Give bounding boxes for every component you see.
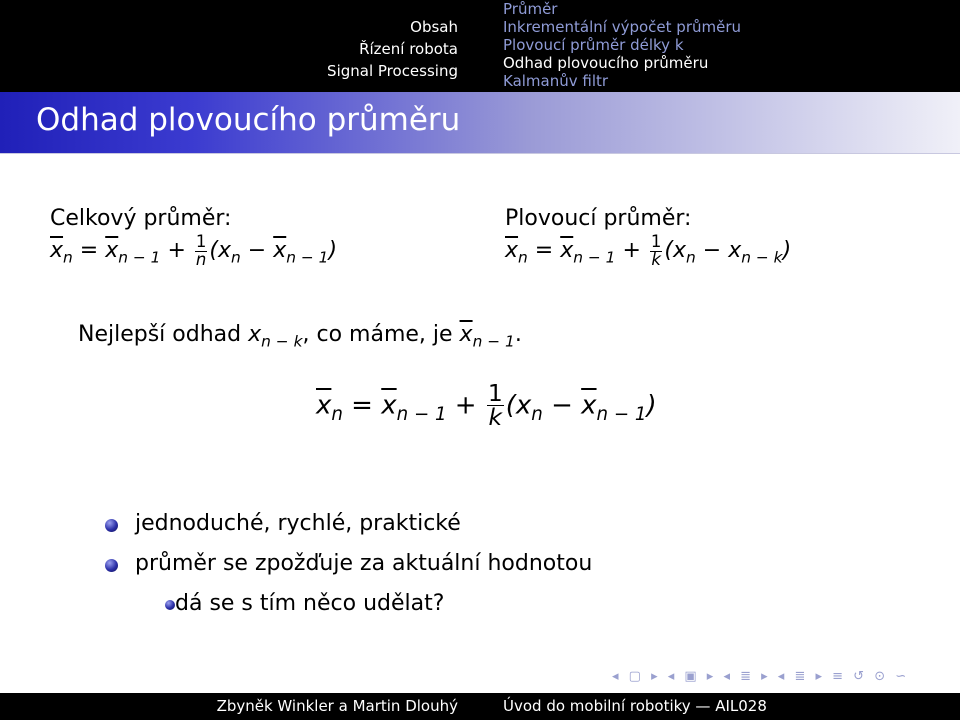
list-item-sub (105, 587, 592, 627)
nav-subsection-inkrementalni[interactable]: Inkrementální výpočet průměru (503, 18, 742, 36)
nav-subsection-kalman[interactable]: Kalmanův filtr (503, 72, 609, 90)
sentence-end: . (514, 322, 522, 347)
header-navigation-bar (0, 0, 960, 92)
nav-section-rizeni-robota[interactable]: Řízení robota (359, 40, 458, 58)
bullet-list (105, 507, 592, 627)
moving-average-formula: $\overline{x}_n = \overline{x}_{n - 1}$ + $\frac{1}{k}$ $(x_n - x_{n - k})$ (505, 232, 792, 269)
sentence-term-x-n-k: $x_{n - k}$ (248, 322, 303, 351)
sub-bullet-text: dá se s tím něco udělat? (175, 591, 445, 616)
bullet-text: jednoduché, rychlé, praktické (135, 511, 461, 536)
estimated-moving-average-formula: $\overline{x}_n = \overline{x}_{n - 1}$ + $\frac{1}{k}$ $(x_n - \overline{x}_{n - 1})$ (316, 379, 657, 432)
footer-bar (0, 693, 960, 720)
nav-subsection-odhad-current[interactable]: Odhad plovoucího průměru (503, 54, 709, 72)
slide-title-bar (0, 92, 960, 154)
list-item (105, 547, 592, 587)
moving-average-label: Plovoucí průměr: (505, 206, 692, 231)
sentence-mid: , co máme, je (302, 322, 453, 347)
subsection-navigation (503, 0, 741, 92)
footer-authors: Zbyněk Winkler a Martin Dlouhý (216, 697, 458, 715)
moving-average-block (505, 204, 791, 272)
bullet-ball-icon (105, 559, 118, 572)
sentence-term-xbar-n-1: $\overline{x}_{n - 1}$ (459, 322, 515, 351)
nav-subsection-prumer[interactable]: Průměr (503, 0, 558, 18)
list-item (105, 507, 592, 547)
footer-course: Úvod do mobilní robotiky — AIL028 (503, 697, 767, 715)
sentence-prefix: Nejlepší odhad (78, 322, 242, 347)
beamer-navigation-icons[interactable]: ◂ ▢ ▸ ◂ ▣ ▸ ◂ ≣ ▸ ◂ ≣ ▸ ≡ ↺ ⊙ ∽ (612, 669, 910, 684)
slide-title: Odhad plovoucího průměru (36, 102, 461, 138)
bullet-ball-icon (105, 519, 118, 532)
estimate-sentence (78, 322, 522, 350)
bullet-text: průměr se zpožďuje za aktuální hodnotou (135, 551, 593, 576)
nav-section-obsah[interactable]: Obsah (410, 18, 458, 36)
overall-average-block (50, 204, 337, 272)
section-navigation (0, 0, 474, 92)
nav-section-signal-processing[interactable]: Signal Processing (327, 62, 458, 80)
overall-average-label: Celkový průměr: (50, 206, 232, 231)
overall-average-formula: $\overline{x}_n = \overline{x}_{n - 1}$ + $\frac{1}{n}$ $(x_n - \overline{x}_{n - 1})$ (50, 232, 338, 269)
nav-subsection-plovouci[interactable]: Plovoucí průměr délky k (503, 36, 684, 54)
sub-bullet-ball-icon (165, 600, 175, 610)
